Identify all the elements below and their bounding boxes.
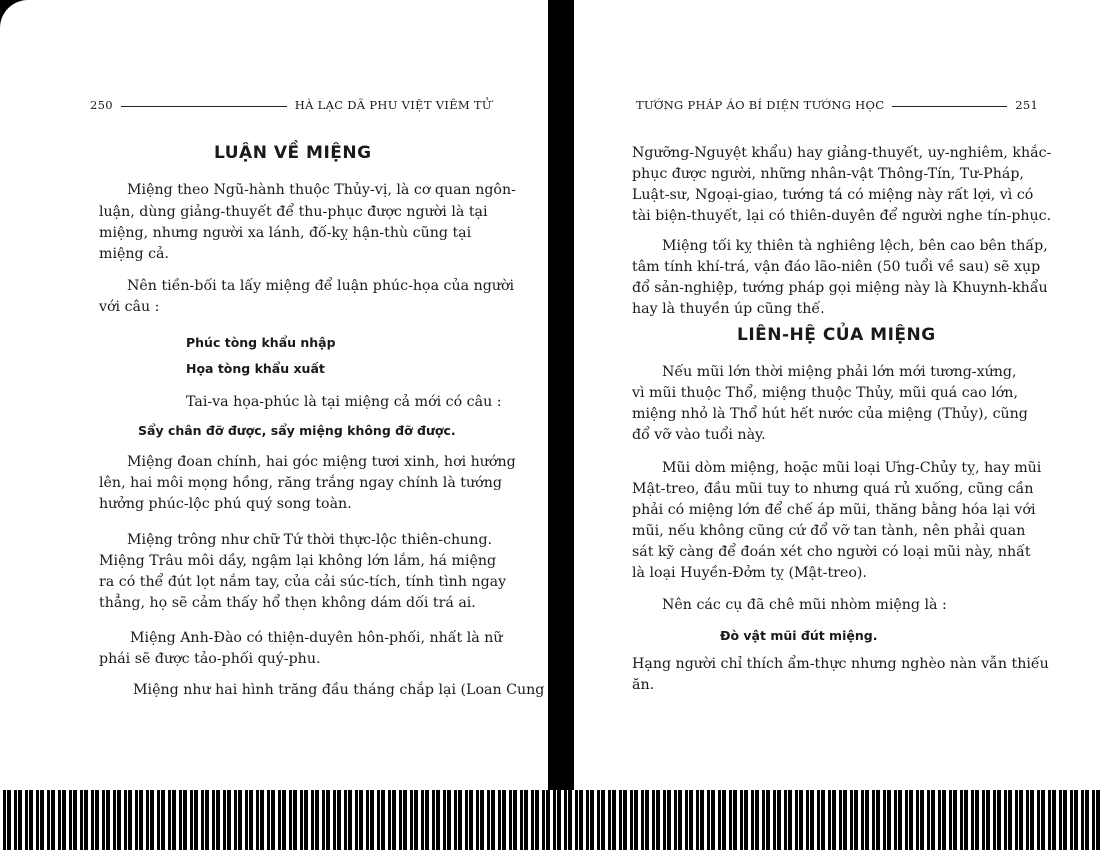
text-line: là loại Huyền-Đởm tỵ (Mật-treo). (632, 565, 867, 581)
text-line: Mật-treo, đầu mũi tuy to nhưng quá rủ xuống, cũng cần (632, 481, 1034, 497)
text-line: vì mũi thuộc Thổ, miệng thuộc Thủy, mũi quá cao lớn, (632, 385, 1018, 401)
text-line: Tai-va họa-phúc là tại miệng cả mới có câu : (186, 394, 502, 410)
left-running-header (90, 98, 492, 112)
header-rule (121, 105, 287, 107)
right-page-number: 251 (1015, 98, 1039, 112)
scan-edge-stripes (0, 790, 1100, 850)
text-line: sát kỹ càng để đoán xét cho người có loại mũi này, nhất (632, 544, 1031, 560)
text-line: đổ sản-nghiệp, tướng pháp gọi miệng này là Khuynh-khẩu (632, 280, 1048, 296)
text-line: Miệng đoan chính, hai góc miệng tươi xinh, hơi hướng (127, 454, 516, 470)
text-line: ra có thể đút lọt nắm tay, của cải súc-tích, tính tình ngay (99, 574, 507, 590)
text-line: Nên các cụ đã chê mũi nhòm miệng là : (662, 597, 947, 613)
text-line: miệng nhỏ là Thổ hút hết nước của miệng (Thủy), cũng (632, 406, 1028, 422)
text-line: đổ vỡ vào tuổi này. (632, 427, 766, 443)
left-header-text: HÀ LẠC DÃ PHU VIỆT VIÊM TỬ (294, 98, 492, 112)
text-line: tài biện-thuyết, lại có thiên-duyên để người nghe tín-phục. (632, 208, 1052, 224)
text-line: với câu : (99, 299, 160, 315)
left-page (0, 0, 548, 790)
text-line: Nên tiền-bối ta lấy miệng để luận phúc-họa của người (127, 278, 515, 294)
text-line: tâm tính khí-trá, vận đáo lão-niên (50 tuổi về sau) sẽ xụp (632, 259, 1041, 275)
proverb-line: Đò vật mũi đút miệng. (720, 628, 878, 643)
text-line: phái sẽ được tảo-phối quý-phu. (99, 651, 321, 667)
text-line: lên, hai môi mọng hồng, răng trắng ngay chính là tướng (99, 475, 502, 491)
text-line: thẳng, họ sẽ cảm thấy hổ thẹn không dám dối trá ai. (99, 595, 476, 611)
text-line: Miệng Anh-Đào có thiện-duyên hôn-phối, nhất là nữ (130, 630, 503, 646)
text-line: miệng cả. (99, 246, 170, 262)
text-line: phải có miệng lớn để chế áp mũi, thăng bằng hóa lại với (632, 502, 1036, 518)
text-line: Hạng người chỉ thích ẩm-thực nhưng nghèo nàn vẫn thiếu (632, 656, 1049, 672)
text-line: hay là thuyền úp cũng thế. (632, 301, 825, 317)
text-line: hưởng phúc-lộc phú quý song toàn. (99, 496, 352, 512)
text-line: Nếu mũi lớn thời miệng phải lớn mới tương-xứng, (662, 364, 1017, 380)
proverb-line: Phúc tòng khẩu nhập (186, 335, 336, 350)
header-rule (892, 105, 1007, 107)
right-header-text: TƯỚNG PHÁP ÁO BÍ DIỆN TƯỚNG HỌC (636, 98, 885, 112)
left-section-title: LUẬN VỀ MIỆNG (214, 143, 372, 163)
text-line: Miệng theo Ngũ-hành thuộc Thủy-vị, là cơ quan ngôn- (127, 182, 516, 198)
text-line: Luật-sư, Ngoại-giao, tướng tá có miệng này rất lợi, vì có (632, 187, 1034, 203)
right-section-title: LIÊN-HỆ CỦA MIỆNG (737, 325, 936, 345)
right-running-header (636, 98, 1038, 112)
text-line: Miệng như hai hình trăng đầu tháng chắp lại (Loan Cung (133, 682, 545, 698)
text-line: phục được người, những nhân-vật Thông-Tín, Tư-Pháp, (632, 166, 1024, 182)
proverb-line: Sẩy chân đỡ được, sẩy miệng không đỡ được. (138, 423, 456, 438)
left-page-number: 250 (90, 98, 113, 112)
text-line: Mũi dòm miệng, hoặc mũi loại Ưng-Chủy tỵ, hay mũi (662, 460, 1042, 476)
text-line: mũi, nếu không cũng cứ đổ vỡ tan tành, nên phải quan (632, 523, 1026, 539)
text-line: miệng, nhưng người xa lánh, đố-kỵ hận-thù cũng tại (99, 225, 472, 241)
text-line: Ngưỡng-Nguyệt khẩu) hay giảng-thuyết, uy-nghiêm, khắc- (632, 145, 1052, 161)
text-line: Miệng Trâu môi dầy, ngậm lại không lớn lắm, há miệng (99, 553, 497, 569)
proverb-line: Họa tòng khẩu xuất (186, 361, 325, 376)
right-page (574, 0, 1100, 790)
text-line: Miệng trông như chữ Tứ thời thực-lộc thiên-chung. (127, 532, 493, 548)
text-line: Miệng tối kỵ thiên tà nghiêng lệch, bên cao bên thấp, (662, 238, 1048, 254)
text-line: luận, dùng giảng-thuyết để thu-phục được người là tại (99, 204, 488, 220)
text-line: ăn. (632, 677, 655, 693)
